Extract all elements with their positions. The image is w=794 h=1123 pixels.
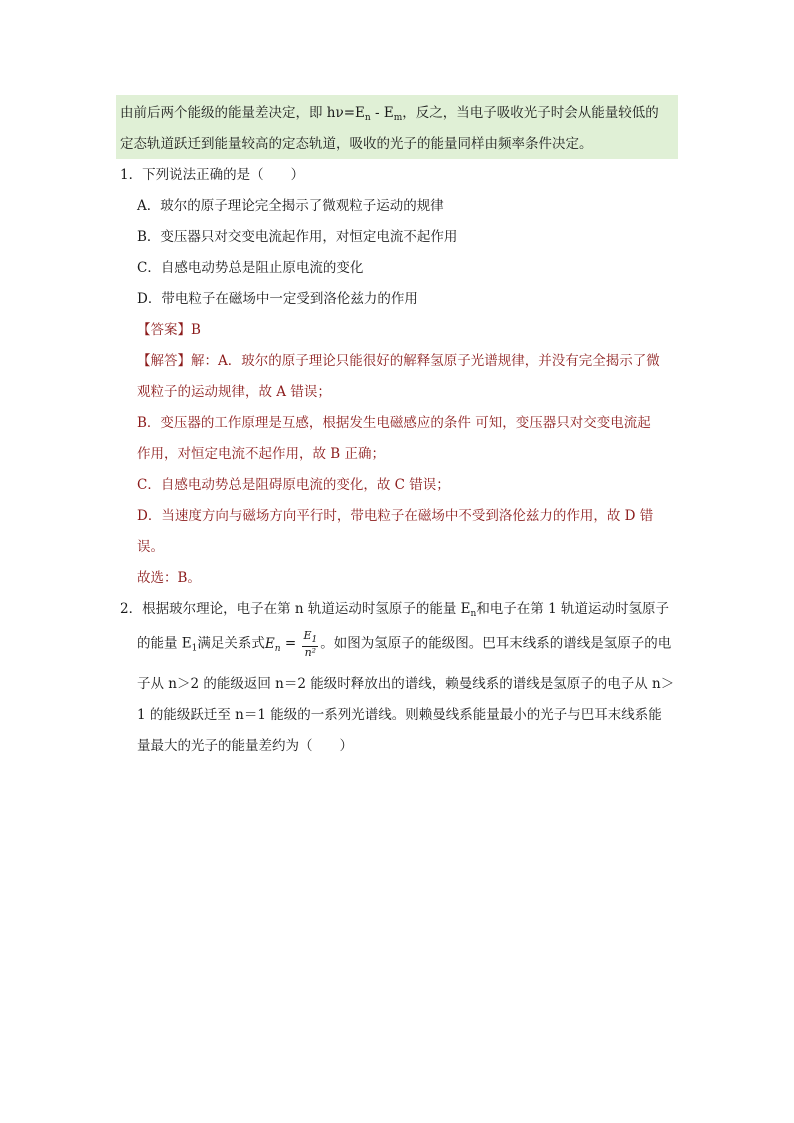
formula-lhs: $E_n$ — [264, 635, 281, 654]
option-d: D．带电粒子在磁场中一定受到洛伦兹力的作用 — [137, 291, 418, 307]
question-1-stem: 1．下列说法正确的是（ ） — [120, 167, 305, 183]
analysis-line-2: 观粒子的运动规律，故 A 错误； — [137, 384, 331, 400]
intro-line-1: 由前后两个能级的能量差决定，即 $h\nu=E_n - E_m$，反之，当电子吸收光子时会从能量较低的 — [120, 105, 659, 123]
conclusion-line: 故选：B。 — [137, 570, 201, 586]
question-2-line-1: 2．根据玻尔理论，电子在第 n 轨道运动时氢原子的能量 $E_n$和电子在第 1 轨道运动时氢原子 — [120, 601, 669, 619]
energy-formula-fraction: $\frac{E_1}{\text{n²}}$ — [303, 629, 318, 659]
analysis-label: 【解答】 — [137, 353, 191, 369]
option-b: B．变压器只对交变电流起作用，对恒定电流不起作用 — [137, 229, 458, 245]
option-a: A．玻尔的原子理论完全揭示了微观粒子运动的规律 — [137, 198, 444, 214]
analysis-line-3: B．变压器的工作原理是互感，根据发生电磁感应的条件 可知，变压器只对交变电流起 — [137, 415, 651, 431]
answer-line — [137, 321, 201, 339]
option-c: C．自感电动势总是阻止原电流的变化 — [137, 260, 364, 276]
intro-line-2: 定态轨道跃迁到能量较高的定态轨道，吸收的光子的能量同样由频率条件决定。 — [120, 136, 593, 152]
question-2-line-3: 子从 n＞2 的能级返回 n＝2 能级时释放出的谱线，赖曼线系的谱线是氢原子的电子从 n＞ — [137, 676, 675, 692]
analysis-line-5: C．自感电动势总是阻碍原电流的变化，故 C 错误； — [137, 477, 450, 493]
analysis-line-6: D．当速度方向与磁场方向平行时，带电粒子在磁场中不受到洛伦兹力的作用，故 D 错 — [137, 508, 654, 524]
analysis-line-1: 【解答】解：A．玻尔的原子理论只能很好的解释氢原子光谱规律，并没有完全揭示了微 — [137, 353, 660, 369]
answer-label: 【答案】 — [137, 322, 191, 338]
question-2-line-5: 量最大的光子的能量差约为（ ） — [137, 738, 353, 754]
analysis-line-7: 误。 — [137, 539, 164, 555]
analysis-line-4: 作用，对恒定电流不起作用，故 B 正确； — [137, 446, 386, 462]
question-2-line-2: 的能量 $E_1$满足关系式$E_n$ = $\frac{E_1}{\text{n²}}$ 。如图为氢原子的能级图。巴耳末线系的谱线是氢原子的电 — [137, 629, 672, 659]
answer-value: B — [191, 322, 201, 338]
question-2-line-4: 1 的能级跃迁至 n＝1 能级的一系列光谱线。则赖曼线系能量最小的光子与巴耳末线系能 — [137, 707, 662, 723]
